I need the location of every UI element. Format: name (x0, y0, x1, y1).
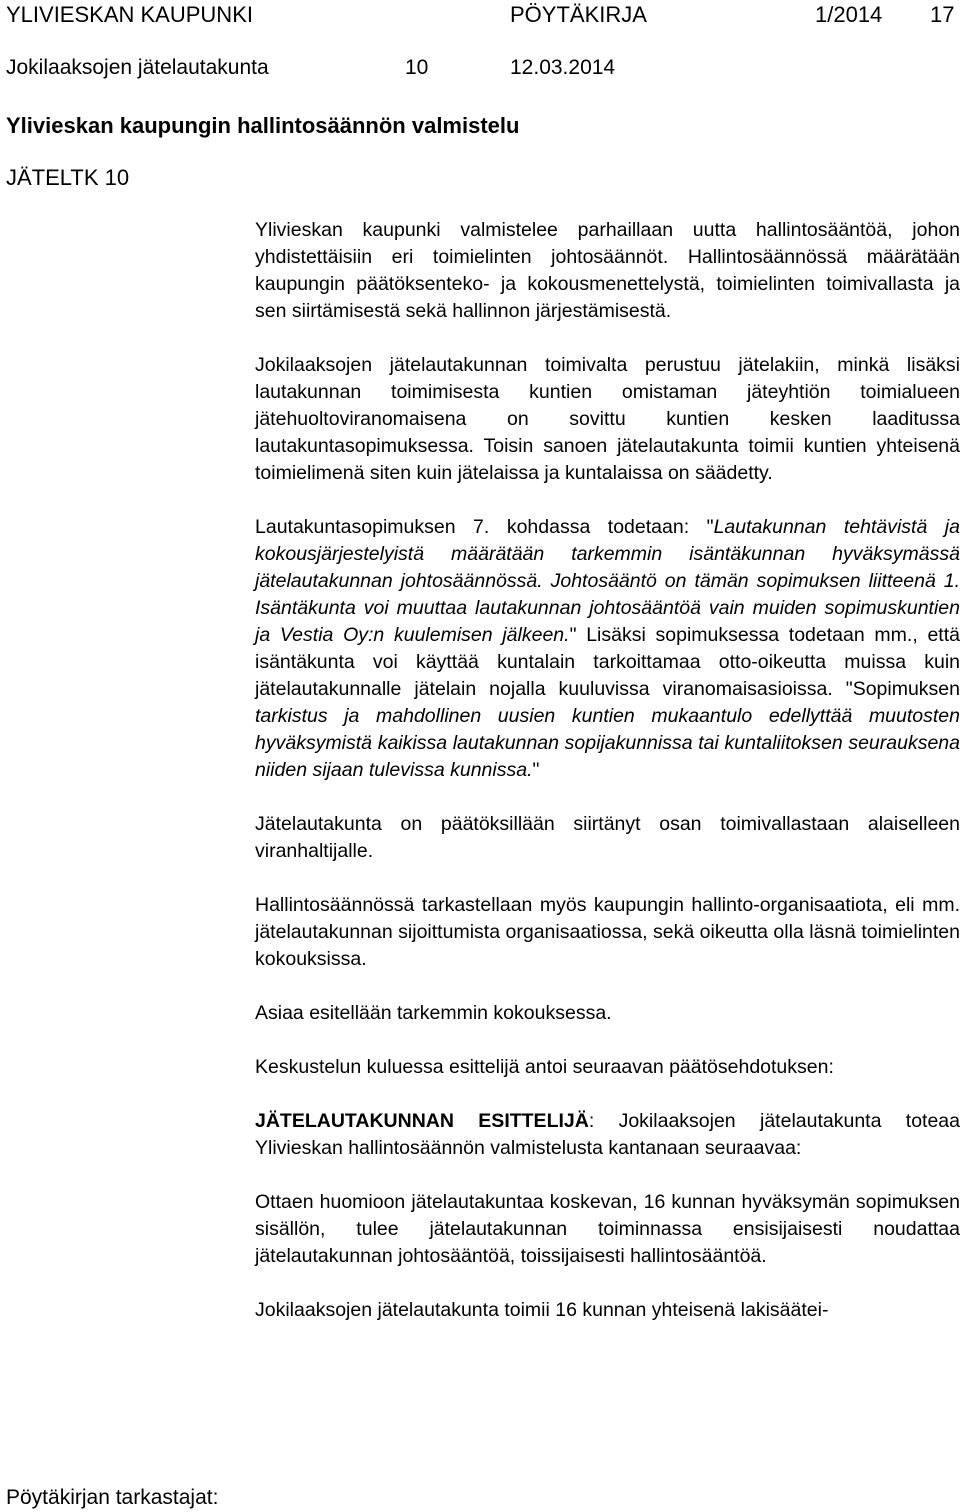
header-committee: Jokilaaksojen jätelautakunta (6, 56, 269, 79)
quote-intro: Lautakuntasopimuksen 7. kohdassa todetaan: " (255, 516, 714, 538)
body-paragraph-4: Jätelautakunta on päätöksillään siirtänyt osan toimivallastaan alaiselleen viranhaltijalle. (255, 813, 960, 862)
presenter-proposal: : Jokilaaksojen jätelautakunta toteaa Ylivieskan hallintosäännön valmistelusta kantanaan seuraavaa: (255, 1110, 960, 1159)
header-issue-number: 1/2014 (815, 2, 883, 27)
body-paragraph-5: Hallintosäännössä tarkastellaan myös kaupungin hallinto-organisaatiota, eli mm. jätelautakunnan sijoittumista organisaatiossa, sekä oikeutta olla läsnä toimielinten kokouksissa. (255, 894, 960, 970)
section-code: JÄTELTK 10 (6, 165, 130, 190)
body-paragraph-7: Keskustelun kuluessa esittelijä antoi seuraavan päätösehdotuksen: (255, 1056, 834, 1078)
body-paragraph-2: Jokilaaksojen jätelautakunnan toimivalta perustuu jätelakiin, minkä lisäksi lautakunnan toimimisesta kuntien omistaman jäteyhtiön toimialueen jätehuoltoviranomaisena on sovittu kuntien kesken laaditussa lautakuntasopimuksessa. Toisin sanoen jätelautakunta toimii kuntien yhteisenä toimielimenä siten kuin jätelaissa ja kuntalaissa on säädetty. (255, 354, 960, 484)
quote-end: " (532, 759, 540, 781)
header-date: 12.03.2014 (510, 56, 616, 79)
body-paragraph-8 (255, 1108, 960, 1162)
body-paragraph-9: Ottaen huomioon jätelautakuntaa koskevan, 16 kunnan hyväksymän sopimuksen sisällön, tulee jätelautakunnan toiminnassa ensisijaisesti noudattaa jätelautakunnan johtosääntöä, toissijaisesti hallintosääntöä. (255, 1191, 960, 1267)
body-paragraph-3 (255, 514, 960, 784)
quote-italic-2: tarkistus ja mahdollinen uusien kuntien mukaantulo edellyttää muutosten hyväksymistä kaikissa lautakunnan sopijakunnissa tai kuntaliitoksen seurauksena niiden sijaan tulevissa kunnissa. (255, 705, 960, 781)
document-title: Ylivieskan kaupungin hallintosäännön valmistelu (6, 113, 520, 138)
body-paragraph-6: Asiaa esitellään tarkemmin kokouksessa. (255, 1002, 612, 1024)
footer-reviewers-label: Pöytäkirjan tarkastajat: (6, 1486, 219, 1509)
body-paragraph-1: Ylivieskan kaupunki valmistelee parhaillaan uutta hallintosääntöä, johon yhdistettäisiin eri toimielinten johtosäännöt. Hallintosäännössä määrätään kaupungin päätöksenteko- ja kokousmenettelystä, toimielinten toimivallasta ja sen siirtämisestä sekä hallinnon järjestämisestä. (255, 219, 960, 322)
header-organization: YLIVIESKAN KAUPUNKI (6, 2, 253, 27)
body-paragraph-10: Jokilaaksojen jätelautakunta toimii 16 kunnan yhteisenä lakisäätei- (255, 1299, 829, 1321)
header-page-number: 17 (930, 2, 955, 27)
header-section-number: 10 (405, 56, 429, 79)
header-doc-type: PÖYTÄKIRJA (510, 2, 647, 27)
quote-italic-1: Lautakunnan tehtävistä ja kokousjärjestelyistä määrätään tarkemmin isäntäkunnan hyväksymässä jätelautakunnan johtosäännössä. Johtosääntö on tämän sopimuksen liitteenä 1. Isäntäkunta voi muuttaa lautakunnan johtosääntöä vain muiden sopimuskuntien ja Vestia Oy:n kuulemisen jälkeen. (255, 516, 960, 646)
document-body (255, 217, 960, 1351)
presenter-label: JÄTELAUTAKUNNAN ESITTELIJÄ (255, 1110, 589, 1132)
quote-middle: " Lisäksi sopimuksessa todetaan mm., että isäntäkunta voi käyttää kuntalain tarkoittamaa otto-oikeutta muissa kuin jätelautakunnalle jätelain nojalla kuuluvissa viranomaisasioissa. "Sopimuksen (255, 624, 960, 700)
